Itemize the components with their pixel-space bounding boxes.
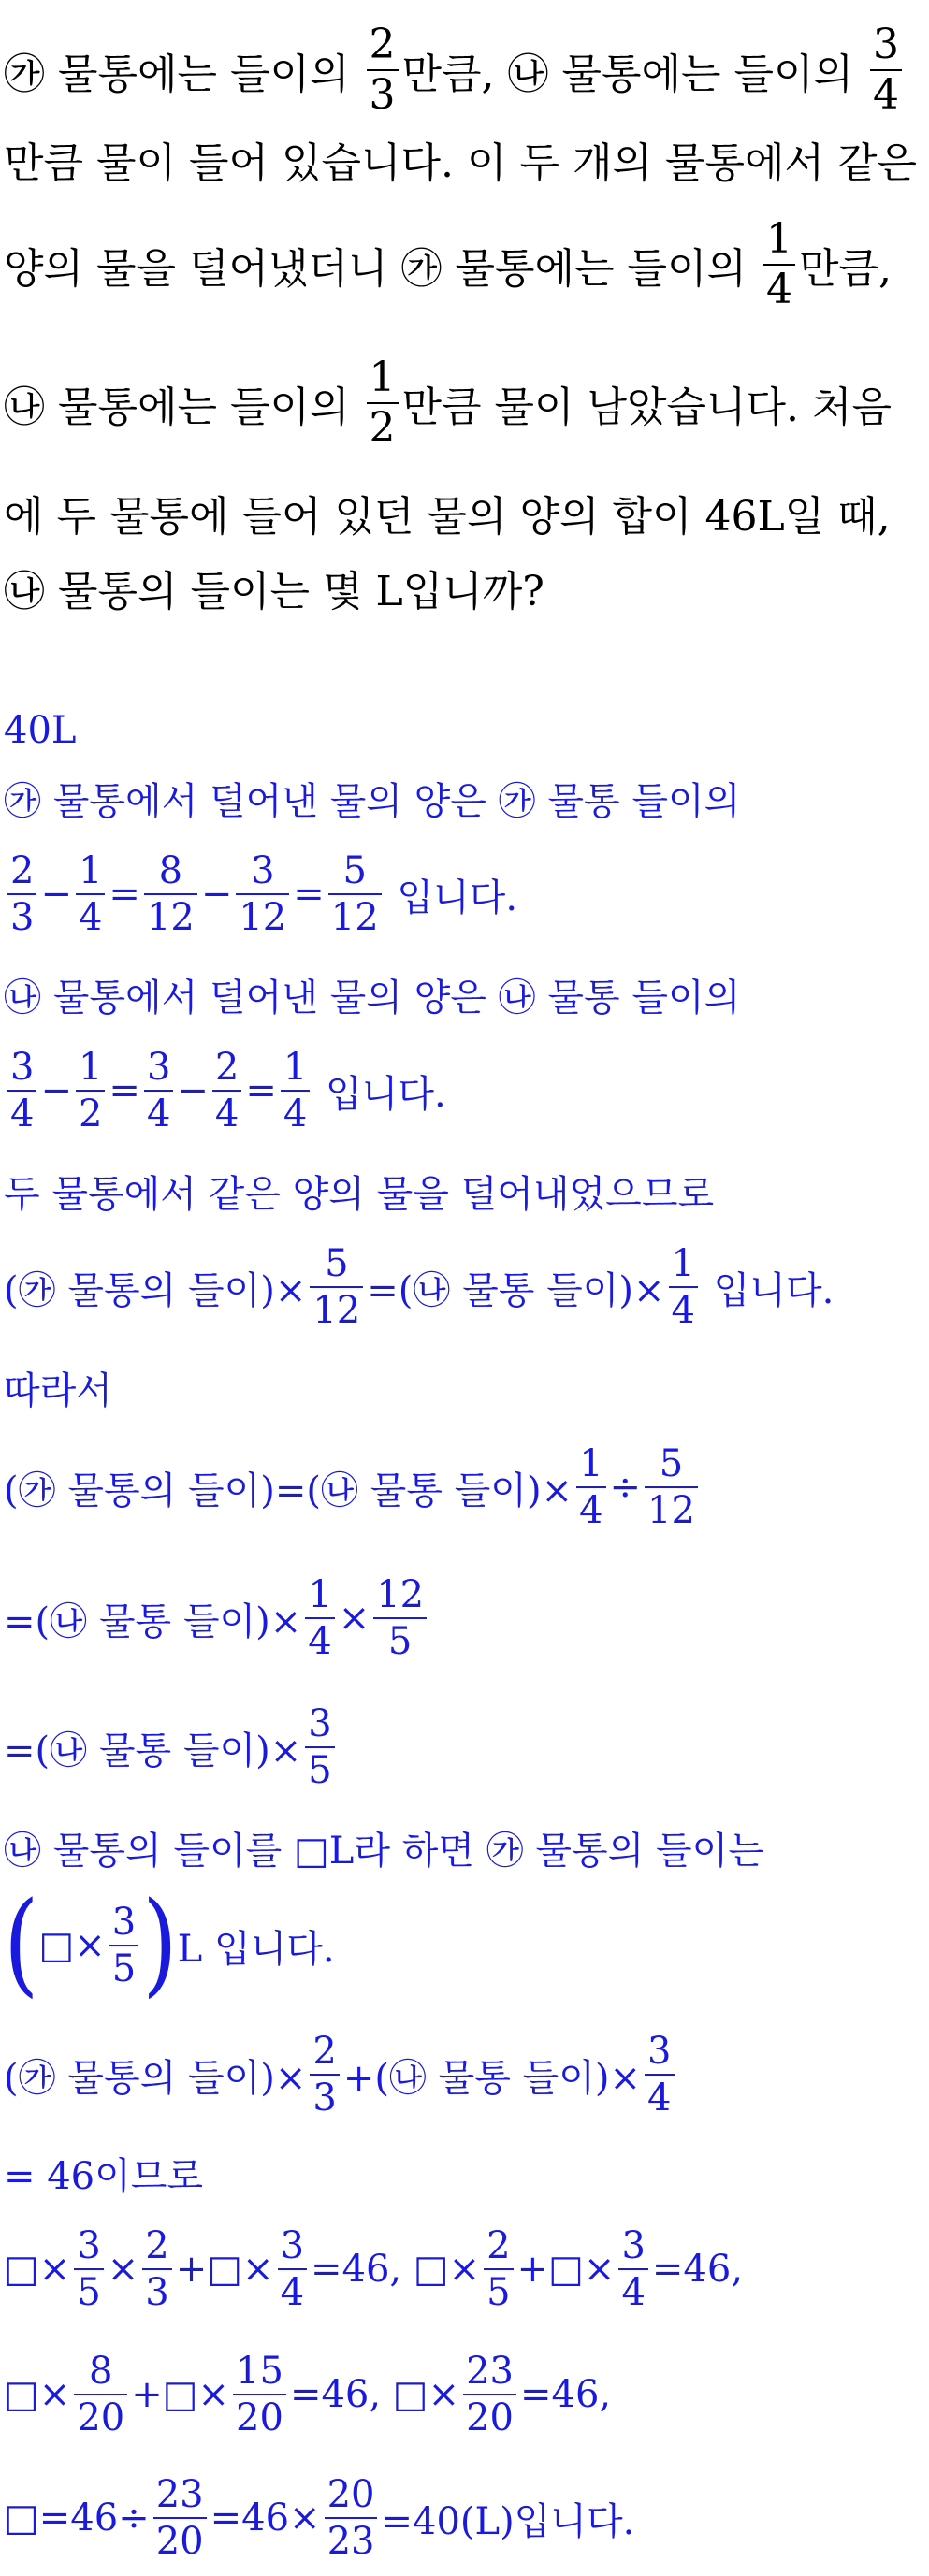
fraction-bar bbox=[7, 1090, 36, 1092]
text-segment: 입니다. bbox=[313, 1072, 446, 1116]
answer-line bbox=[0, 1691, 929, 1803]
line-content bbox=[0, 2352, 611, 2438]
text-segment: = bbox=[109, 1069, 140, 1112]
fraction-denominator: 4 bbox=[214, 1093, 240, 1136]
fraction bbox=[278, 2226, 307, 2312]
answer-line bbox=[0, 1877, 929, 2008]
fraction-bar bbox=[373, 1617, 427, 1619]
fraction-denominator: 4 bbox=[579, 1489, 603, 1532]
line-content bbox=[0, 706, 76, 752]
answer-line bbox=[0, 1035, 929, 1147]
fraction bbox=[109, 1903, 138, 1989]
fraction-bar bbox=[328, 893, 382, 895]
text-segment: = 46이므로 bbox=[4, 2154, 204, 2198]
text-segment: =46, □× bbox=[311, 2248, 481, 2291]
fraction-denominator: 4 bbox=[308, 1620, 332, 1663]
line-content bbox=[0, 129, 917, 189]
text-segment: =46, bbox=[520, 2373, 612, 2416]
fraction-numerator: 1 bbox=[671, 1242, 695, 1285]
question-line bbox=[0, 213, 929, 316]
text-segment: − bbox=[200, 873, 233, 916]
fraction-numerator: 1 bbox=[579, 1442, 603, 1485]
fraction-denominator: 5 bbox=[111, 1947, 137, 1990]
line-content bbox=[0, 851, 517, 937]
fraction bbox=[305, 1575, 334, 1661]
text-segment: (㉮ 물통의 들이)× bbox=[4, 1268, 307, 1312]
question-line bbox=[0, 352, 929, 455]
fraction-numerator: 2 bbox=[369, 20, 396, 68]
answer-line bbox=[0, 1562, 929, 1674]
fraction bbox=[153, 2475, 207, 2561]
fraction-bar bbox=[310, 1286, 363, 1288]
text-segment: = bbox=[109, 873, 140, 916]
line-content bbox=[0, 2226, 743, 2312]
fraction-denominator: 12 bbox=[146, 896, 195, 939]
line-content bbox=[0, 20, 906, 119]
fraction bbox=[645, 2032, 674, 2118]
fraction bbox=[212, 1048, 241, 1134]
fraction-bar bbox=[281, 1090, 310, 1092]
text-segment: □× bbox=[4, 2373, 71, 2416]
fraction bbox=[7, 851, 36, 937]
fraction-numerator: 3 bbox=[146, 1046, 171, 1089]
fraction-bar bbox=[645, 2074, 674, 2076]
answer-line bbox=[0, 2462, 929, 2574]
question-line bbox=[0, 483, 929, 543]
fraction-denominator: 2 bbox=[78, 1093, 103, 1136]
line-content bbox=[0, 1165, 714, 1218]
text-segment: × bbox=[107, 2248, 139, 2291]
text-segment: 만큼 물이 남았습니다. 처음 bbox=[401, 384, 892, 431]
text-segment: ÷ bbox=[609, 1466, 642, 1509]
fraction-numerator: 3 bbox=[621, 2224, 646, 2267]
line-content bbox=[0, 214, 892, 313]
line-content bbox=[0, 2475, 634, 2561]
line-content bbox=[0, 1821, 764, 1874]
answer-line bbox=[0, 2213, 929, 2325]
large-parenthesis: ) bbox=[142, 1877, 178, 2008]
line-content bbox=[0, 1575, 430, 1661]
fraction-denominator: 20 bbox=[466, 2396, 515, 2439]
fraction-denominator: 4 bbox=[146, 1093, 171, 1136]
fraction-numerator: 1 bbox=[308, 1573, 332, 1616]
fraction-bar bbox=[645, 1486, 698, 1488]
fraction-numerator: 1 bbox=[78, 1046, 103, 1089]
fraction-bar bbox=[669, 1286, 698, 1288]
answer-line bbox=[0, 2019, 929, 2131]
fraction-numerator: 3 bbox=[251, 849, 275, 892]
text-segment: = bbox=[245, 1069, 277, 1112]
fraction-bar bbox=[278, 2268, 307, 2270]
fraction-numerator: 12 bbox=[376, 1573, 425, 1616]
answer-line bbox=[0, 2148, 929, 2198]
line-content bbox=[0, 1244, 834, 1330]
fraction-bar bbox=[576, 1486, 605, 1488]
text-segment: □× bbox=[4, 2248, 71, 2291]
fraction-denominator: 20 bbox=[155, 2520, 204, 2563]
fraction bbox=[76, 1048, 105, 1134]
fraction-bar bbox=[305, 1746, 334, 1748]
fraction bbox=[76, 851, 105, 937]
text-segment: ㉮ 물통에는 들이의 bbox=[4, 51, 363, 98]
text-segment: ㉮ 물통에서 덜어낸 물의 양은 ㉮ 물통 들이의 bbox=[4, 779, 741, 823]
fraction-bar bbox=[7, 893, 36, 895]
fraction-denominator: 23 bbox=[327, 2520, 375, 2563]
fraction-bar bbox=[144, 1090, 173, 1092]
text-segment: +(㉯ 물통 들이)× bbox=[342, 2056, 642, 2100]
answer-line bbox=[0, 1431, 929, 1543]
fraction bbox=[373, 1575, 427, 1661]
fraction-denominator: 4 bbox=[671, 1289, 695, 1332]
text-segment: L 입니다. bbox=[177, 1927, 335, 1971]
fraction-bar bbox=[310, 2074, 339, 2076]
fraction-bar bbox=[463, 2394, 516, 2395]
fraction bbox=[463, 2352, 516, 2438]
fraction bbox=[645, 1444, 698, 1530]
fraction-numerator: 1 bbox=[765, 214, 792, 263]
fraction bbox=[576, 1444, 605, 1530]
fraction-denominator: 2 bbox=[369, 404, 396, 452]
line-content bbox=[0, 1704, 339, 1790]
text-segment: ㉯ 물통의 들이는 몇 L입니까? bbox=[4, 568, 544, 615]
fraction-bar bbox=[212, 1090, 241, 1092]
fraction-bar bbox=[153, 2517, 207, 2519]
fraction-denominator: 20 bbox=[77, 2396, 125, 2439]
fraction-numerator: 3 bbox=[280, 2224, 305, 2267]
fraction-numerator: 15 bbox=[236, 2350, 283, 2393]
fraction-denominator: 4 bbox=[647, 2077, 672, 2120]
fraction-numerator: 2 bbox=[486, 2224, 511, 2267]
fraction bbox=[763, 214, 795, 313]
fraction-denominator: 3 bbox=[10, 896, 35, 939]
text-segment: +□× bbox=[131, 2373, 230, 2416]
text-segment: 에 두 물통에 들어 있던 물의 양의 합이 46L일 때, bbox=[4, 493, 891, 541]
line-content bbox=[0, 772, 740, 825]
fraction-denominator: 20 bbox=[236, 2396, 283, 2439]
fraction-denominator: 12 bbox=[239, 896, 287, 939]
fraction-bar bbox=[74, 2268, 103, 2270]
text-segment: 두 물통에서 같은 양의 물을 덜어내었으므로 bbox=[4, 1172, 715, 1216]
fraction bbox=[618, 2226, 647, 2312]
text-segment: 입니다. bbox=[385, 876, 518, 919]
text-segment: − bbox=[177, 1069, 209, 1112]
text-segment: 양의 물을 덜어냈더니 ㉮ 물통에는 들이의 bbox=[4, 245, 760, 293]
fraction-denominator: 5 bbox=[486, 2271, 511, 2314]
fraction-bar bbox=[142, 2268, 171, 2270]
fraction bbox=[310, 1244, 363, 1330]
fraction bbox=[328, 851, 382, 937]
fraction-numerator: 8 bbox=[89, 2350, 113, 2393]
fraction-numerator: 3 bbox=[77, 2224, 101, 2267]
text-segment: 입니다. bbox=[701, 1268, 835, 1312]
fraction bbox=[281, 1048, 310, 1134]
fraction bbox=[310, 2032, 339, 2118]
fraction bbox=[144, 1048, 173, 1134]
fraction-denominator: 4 bbox=[872, 71, 899, 119]
text-segment: (㉮ 물통의 들이)× bbox=[4, 2056, 307, 2100]
text-segment: 만큼, ㉯ 물통에는 들이의 bbox=[401, 51, 866, 98]
fraction bbox=[325, 2475, 378, 2561]
line-content bbox=[0, 2147, 203, 2200]
text-segment: (㉮ 물통의 들이)=(㉯ 물통 들이)× bbox=[4, 1469, 573, 1512]
fraction-numerator: 5 bbox=[659, 1442, 684, 1485]
fraction-numerator: 2 bbox=[10, 849, 35, 892]
fraction-denominator: 5 bbox=[387, 1620, 413, 1663]
fraction-denominator: 12 bbox=[312, 1289, 361, 1332]
fraction-numerator: 3 bbox=[647, 2030, 672, 2073]
fraction-denominator: 12 bbox=[647, 1489, 695, 1532]
fraction bbox=[236, 851, 289, 937]
fraction-bar bbox=[109, 1945, 138, 1946]
text-segment: +□× bbox=[516, 2248, 616, 2291]
text-segment: − bbox=[40, 873, 72, 916]
fraction-numerator: 3 bbox=[308, 1702, 332, 1745]
answer-line bbox=[0, 1822, 929, 1873]
fraction bbox=[367, 20, 399, 119]
fraction-numerator: 20 bbox=[327, 2473, 375, 2516]
fraction-bar bbox=[484, 2268, 513, 2270]
fraction-denominator: 3 bbox=[312, 2077, 337, 2120]
text-segment: +□× bbox=[175, 2248, 274, 2291]
fraction-denominator: 4 bbox=[283, 1093, 308, 1136]
fraction bbox=[484, 2226, 513, 2312]
text-segment: × bbox=[338, 1597, 370, 1640]
answer-line bbox=[0, 2338, 929, 2451]
text-segment: ㉯ 물통에는 들이의 bbox=[4, 384, 363, 431]
fraction-numerator: 3 bbox=[872, 20, 899, 68]
text-segment: =46× bbox=[210, 2496, 321, 2540]
fraction-numerator: 2 bbox=[145, 2224, 169, 2267]
fraction-denominator: 4 bbox=[10, 1093, 35, 1136]
answer-line bbox=[0, 773, 929, 823]
fraction-numerator: 23 bbox=[466, 2350, 515, 2393]
fraction-numerator: 1 bbox=[283, 1046, 308, 1089]
text-segment: =(㉯ 물통 들이)× bbox=[4, 1729, 302, 1773]
line-content bbox=[0, 1444, 702, 1530]
fraction-bar bbox=[76, 893, 105, 895]
fraction-numerator: 3 bbox=[111, 1901, 137, 1944]
fraction bbox=[144, 851, 197, 937]
fraction-bar bbox=[233, 2394, 286, 2395]
answer-line bbox=[0, 1362, 929, 1412]
fraction-denominator: 5 bbox=[308, 1749, 332, 1792]
fraction-numerator: 5 bbox=[342, 849, 367, 892]
text-segment: = bbox=[293, 873, 325, 916]
fraction bbox=[367, 353, 399, 452]
text-segment: 따라서 bbox=[4, 1368, 112, 1412]
question-line bbox=[0, 19, 929, 122]
fraction-bar bbox=[325, 2517, 378, 2519]
fraction bbox=[233, 2352, 286, 2438]
fraction bbox=[870, 20, 902, 119]
text-segment: 만큼 물이 들어 있습니다. 이 두 개의 물통에서 같은 bbox=[4, 139, 917, 187]
fraction-numerator: 1 bbox=[369, 353, 396, 401]
fraction-numerator: 5 bbox=[325, 1242, 349, 1285]
fraction bbox=[142, 2226, 171, 2312]
text-segment: =(㉯ 물통 들이)× bbox=[4, 1599, 302, 1643]
answer-line bbox=[0, 1165, 929, 1216]
line-content bbox=[0, 968, 740, 1021]
line-content bbox=[0, 1877, 335, 2008]
fraction-bar bbox=[236, 893, 289, 895]
question-line bbox=[0, 129, 929, 189]
fraction-bar bbox=[144, 893, 197, 895]
text-segment: ㉯ 물통의 들이를 □L라 하면 ㉮ 물통의 들이는 bbox=[4, 1829, 764, 1873]
fraction-bar bbox=[618, 2268, 647, 2270]
text-segment: □=46÷ bbox=[4, 2496, 150, 2540]
answer-line bbox=[0, 838, 929, 950]
fraction-numerator: 23 bbox=[155, 2473, 204, 2516]
fraction bbox=[7, 1048, 36, 1134]
fraction-bar bbox=[76, 1090, 105, 1092]
line-content bbox=[0, 483, 891, 543]
fraction-numerator: 2 bbox=[312, 2030, 337, 2073]
fraction-denominator: 4 bbox=[765, 266, 792, 313]
fraction-denominator: 5 bbox=[77, 2271, 101, 2314]
text-segment: − bbox=[40, 1069, 72, 1112]
fraction-numerator: 1 bbox=[78, 849, 103, 892]
fraction-numerator: 3 bbox=[10, 1046, 35, 1089]
answer-line bbox=[0, 1231, 929, 1343]
fraction bbox=[74, 2226, 103, 2312]
line-content bbox=[0, 353, 892, 452]
line-content bbox=[0, 2032, 678, 2118]
fraction-denominator: 4 bbox=[78, 896, 103, 939]
fraction-numerator: 2 bbox=[214, 1046, 240, 1089]
line-content bbox=[0, 1048, 446, 1134]
text-segment: =46, bbox=[651, 2248, 744, 2291]
fraction-numerator: 8 bbox=[158, 849, 183, 892]
text-segment: 만큼, bbox=[798, 245, 892, 293]
fraction bbox=[669, 1244, 698, 1330]
text-segment: =(㉯ 물통 들이)× bbox=[367, 1268, 665, 1312]
fraction-denominator: 3 bbox=[369, 71, 396, 119]
fraction bbox=[305, 1704, 334, 1790]
fraction bbox=[74, 2352, 127, 2438]
text-segment: □× bbox=[38, 1924, 106, 1967]
fraction-denominator: 3 bbox=[145, 2271, 169, 2314]
answer-line bbox=[0, 969, 929, 1020]
fraction-denominator: 4 bbox=[280, 2271, 305, 2314]
line-content bbox=[0, 1361, 112, 1414]
large-parenthesis: ( bbox=[4, 1877, 39, 2008]
text-segment: ㉯ 물통에서 덜어낸 물의 양은 ㉯ 물통 들이의 bbox=[4, 976, 741, 1020]
fraction-bar bbox=[74, 2394, 127, 2395]
fraction-denominator: 4 bbox=[621, 2271, 646, 2314]
fraction-bar bbox=[305, 1617, 334, 1619]
fraction-denominator: 12 bbox=[330, 896, 379, 939]
line-content bbox=[0, 557, 544, 617]
text-segment: =40(L)입니다. bbox=[381, 2499, 635, 2543]
question-line bbox=[0, 557, 929, 617]
text-segment: =46, □× bbox=[289, 2373, 460, 2416]
answer-line bbox=[0, 703, 929, 754]
text-segment: 40L bbox=[4, 708, 77, 752]
